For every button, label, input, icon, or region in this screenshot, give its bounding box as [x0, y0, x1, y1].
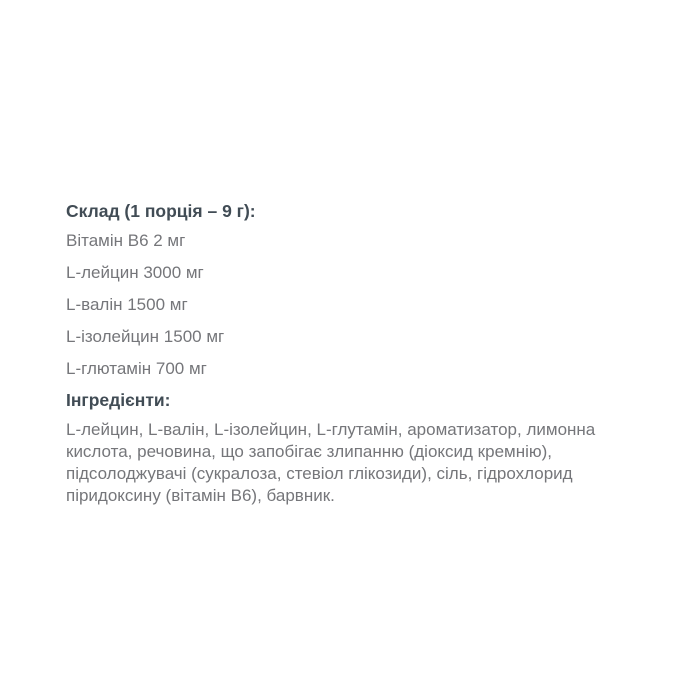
ingredients-line: L-лейцин, L-валін, L-ізолейцин, L-глутамін, ароматизатор, лимонна [66, 420, 596, 439]
composition-item-leucine: L-лейцин 3000 мг [66, 263, 204, 282]
ingredients-title: Інгредієнти: [66, 390, 171, 410]
composition-title: Склад (1 порція – 9 г): [66, 201, 256, 221]
composition-item-glutamine: L-глютамін 700 мг [66, 359, 207, 378]
composition-item-vitamin-b6: Вітамін В6 2 мг [66, 231, 186, 250]
ingredients-paragraph [66, 419, 634, 507]
composition-item-valine: L-валін 1500 мг [66, 295, 188, 314]
composition-list [66, 229, 634, 380]
ingredients-line: підсолоджувачі (сукралоза, стевіол глікозиди), сіль, гідрохлорид [66, 464, 573, 483]
product-description-section [66, 200, 634, 507]
composition-item-isoleucine: L-ізолейцин 1500 мг [66, 327, 225, 346]
ingredients-line: кислота, речовина, що запобігає злипанню (діоксид кремнію), [66, 442, 553, 461]
ingredients-line: піридоксину (вітамін В6), барвник. [66, 486, 335, 505]
